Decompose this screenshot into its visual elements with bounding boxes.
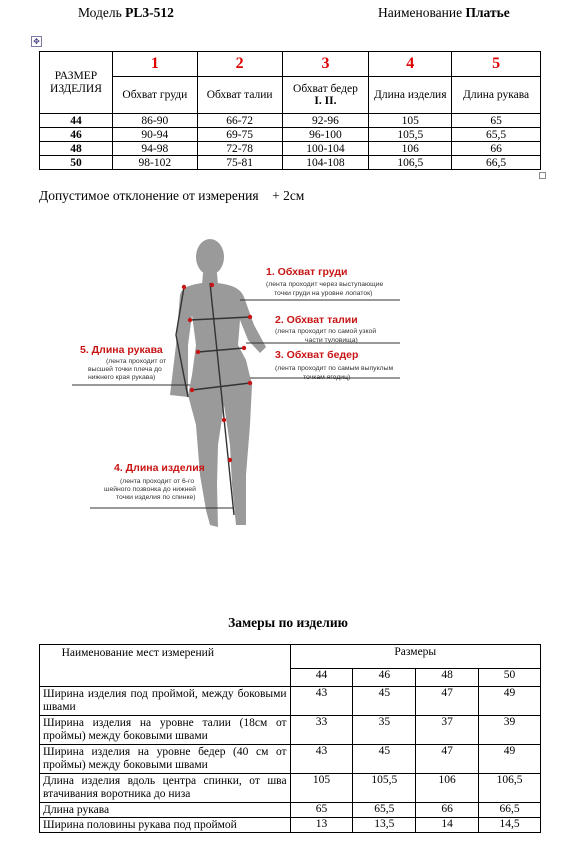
- column-number: 1: [112, 52, 197, 77]
- size-cell: 50: [40, 156, 113, 170]
- value-cell: 69-75: [197, 128, 282, 142]
- sizes-header: Размеры: [290, 645, 540, 669]
- table-row: [40, 687, 541, 716]
- column-title-hips: [282, 77, 369, 114]
- measure-value: 49: [479, 687, 541, 716]
- product-name-value: Платье: [465, 5, 510, 20]
- table-row: [40, 803, 541, 818]
- measure-value: 14: [416, 818, 479, 833]
- table-move-handle-icon[interactable]: ✥: [31, 36, 42, 47]
- label-note: (лента проходит от 6-го: [120, 478, 195, 485]
- measure-value: 66,5: [479, 803, 541, 818]
- value-cell: 72-78: [197, 142, 282, 156]
- label-title: 4. Длина изделия: [114, 462, 205, 474]
- size-table: [39, 51, 541, 170]
- size-column-header: 50: [479, 669, 541, 687]
- label-note: (лента проходит через выступающие: [266, 281, 384, 288]
- label-title: 1. Обхват груди: [266, 266, 348, 278]
- table-row: [40, 128, 541, 142]
- measure-value: 45: [353, 687, 416, 716]
- column-title: Обхват груди: [122, 89, 188, 101]
- label-note: (лента проходит от: [106, 358, 167, 365]
- measure-label: Ширина изделия под проймой, между боковыми швами: [40, 687, 291, 716]
- measure-value: 65,5: [353, 803, 416, 818]
- measure-label: Ширина изделия на уровне бедер (40 см от проймы) между боковыми швами: [40, 745, 291, 774]
- label-length: [104, 462, 205, 501]
- value-cell: 66-72: [197, 114, 282, 128]
- column-title-length: [369, 77, 452, 114]
- size-header-cell: [40, 52, 113, 114]
- measure-value: 33: [290, 716, 353, 745]
- name-header: Наименование мест измерений: [61, 647, 214, 659]
- measure-value: 47: [416, 687, 479, 716]
- table-row: [40, 156, 541, 170]
- hip-suffix: I. II.: [314, 95, 337, 107]
- label-note: нижнего края рукава): [88, 374, 156, 381]
- label-note: части туловища): [305, 337, 358, 344]
- measure-value: 13: [290, 818, 353, 833]
- measure-value: 106: [416, 774, 479, 803]
- label-chest: [266, 266, 384, 297]
- size-cell: 48: [40, 142, 113, 156]
- measure-table-title: Замеры по изделию: [228, 615, 348, 630]
- value-cell: 75-81: [197, 156, 282, 170]
- label-note: шейного позвонка до нижней: [104, 486, 196, 493]
- column-title-sleeve: [452, 77, 541, 114]
- measurement-table: [39, 644, 541, 833]
- measure-value: 65: [290, 803, 353, 818]
- value-cell: 94-98: [112, 142, 197, 156]
- measure-value: 47: [416, 745, 479, 774]
- measure-label: Ширина изделия на уровне талии (18см от проймы) между боковыми швами: [40, 716, 291, 745]
- column-number: 4: [369, 52, 452, 77]
- value-cell: 90-94: [112, 128, 197, 142]
- table-row: [40, 818, 541, 833]
- label-note: точки изделия по спинке): [116, 494, 196, 501]
- size-column-header: 48: [416, 669, 479, 687]
- value-cell: 65: [452, 114, 541, 128]
- label-sleeve: [80, 344, 166, 381]
- column-number: 3: [282, 52, 369, 77]
- table-row: [40, 114, 541, 128]
- measure-value: 13,5: [353, 818, 416, 833]
- value-cell: 92-96: [282, 114, 369, 128]
- measure-value: 43: [290, 745, 353, 774]
- size-column-header: 46: [353, 669, 416, 687]
- label-note: точки груди на уровне лопаток): [274, 290, 373, 297]
- column-title-chest: [112, 77, 197, 114]
- value-cell: 100-104: [282, 142, 369, 156]
- product-name-heading: [378, 5, 510, 21]
- value-cell: 106,5: [369, 156, 452, 170]
- model-heading: [78, 5, 174, 21]
- measure-value: 105: [290, 774, 353, 803]
- name-header-cell: [40, 645, 291, 687]
- label-hips: [275, 349, 393, 381]
- label-note: (лента проходит по самой узкой: [275, 328, 377, 335]
- table-row: [40, 716, 541, 745]
- measure-value: 66: [416, 803, 479, 818]
- measure-value: 43: [290, 687, 353, 716]
- column-title: Обхват бедер: [293, 83, 358, 95]
- value-cell: 105,5: [369, 128, 452, 142]
- value-cell: 86-90: [112, 114, 197, 128]
- measure-value: 35: [353, 716, 416, 745]
- label-note: (лента проходит по самым выпуклым: [275, 365, 394, 372]
- size-header: РАЗМЕР ИЗДЕЛИЯ: [50, 69, 102, 95]
- size-column-header: 44: [290, 669, 353, 687]
- tolerance-text: Допустимое отклонение от измерения: [39, 188, 259, 203]
- measure-value: 105,5: [353, 774, 416, 803]
- column-number: 5: [452, 52, 541, 77]
- label-title: 3. Обхват бедер: [275, 349, 359, 361]
- body-measurement-figure: [60, 225, 420, 555]
- label-title: 5. Длина рукава: [80, 344, 163, 356]
- value-cell: 66,5: [452, 156, 541, 170]
- size-cell: 44: [40, 114, 113, 128]
- column-title-waist: [197, 77, 282, 114]
- product-name-label: Наименование: [378, 5, 463, 20]
- measure-value: 49: [479, 745, 541, 774]
- measure-value: 45: [353, 745, 416, 774]
- column-title: Обхват талии: [206, 89, 273, 101]
- value-cell: 98-102: [112, 156, 197, 170]
- tolerance-note: [39, 188, 304, 204]
- label-title: 2. Обхват талии: [275, 314, 358, 326]
- value-cell: 105: [369, 114, 452, 128]
- label-note: точкам ягодиц): [303, 374, 351, 381]
- column-title: Длина рукава: [463, 89, 530, 101]
- table-row: [40, 745, 541, 774]
- label-waist: [275, 314, 376, 344]
- model-value: PL3-512: [125, 5, 174, 20]
- value-cell: 106: [369, 142, 452, 156]
- value-cell: 65,5: [452, 128, 541, 142]
- table-row: [40, 774, 541, 803]
- table-row: [40, 142, 541, 156]
- size-cell: 46: [40, 128, 113, 142]
- measure-value: 14,5: [479, 818, 541, 833]
- value-cell: 66: [452, 142, 541, 156]
- measure-value: 39: [479, 716, 541, 745]
- tolerance-value: + 2см: [272, 188, 305, 203]
- measure-label: Длина изделия вдоль центра спинки, от шва втачивания воротника до низа: [40, 774, 291, 803]
- value-cell: 104-108: [282, 156, 369, 170]
- label-note: высшей точки плеча до: [88, 366, 162, 373]
- measure-value: 37: [416, 716, 479, 745]
- column-number: 2: [197, 52, 282, 77]
- column-title: Длина изделия: [374, 89, 447, 101]
- model-label: Модель: [78, 5, 122, 20]
- measure-label: Длина рукава: [40, 803, 291, 818]
- measure-label: Ширина половины рукава под проймой: [40, 818, 291, 833]
- value-cell: 96-100: [282, 128, 369, 142]
- measure-value: 106,5: [479, 774, 541, 803]
- table-resize-handle[interactable]: [539, 172, 546, 179]
